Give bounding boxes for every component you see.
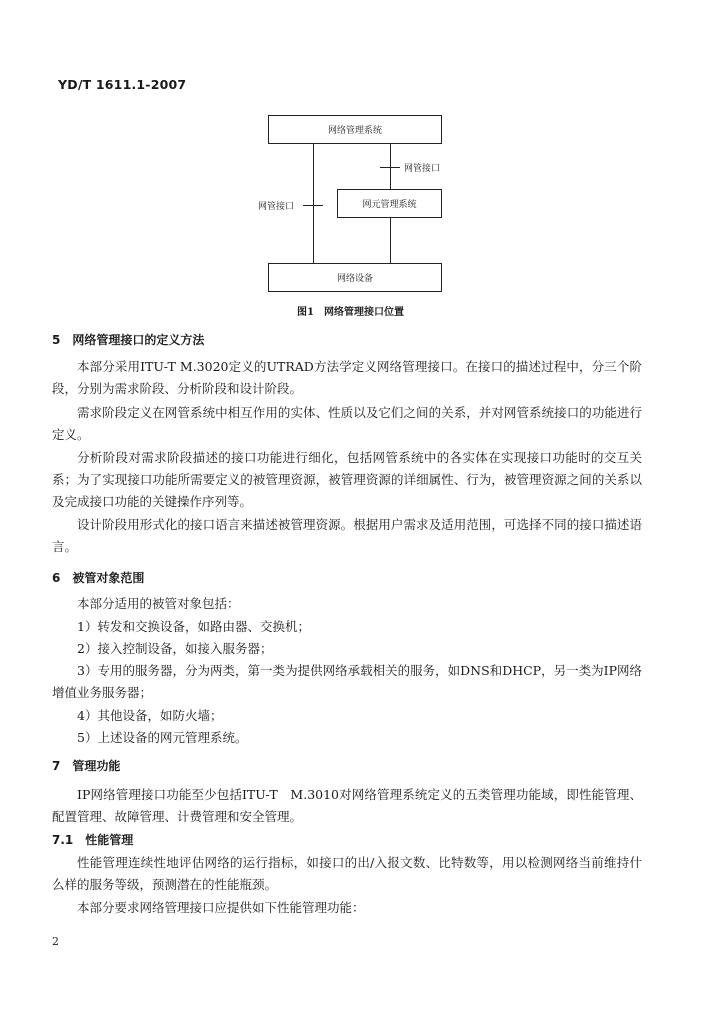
ne-mgmt-box: 网元管理系统 — [337, 189, 442, 218]
section-5-para-3: 分析阶段对需求阶段描述的接口功能进行细化，包括网管系统中的各实体在实现接口功能时的交互关系；为了实现接口功能所需要定义的被管理资源，被管理资源的详细属性、行为，被管理资源之间的关系以及完成接口功能的关键操作序列等。 — [52, 450, 642, 509]
section-6-intro: 本部分适用的被管对象包括： — [77, 596, 240, 611]
section-6-item-3: 3）专用的服务器，分为两类，第一类为提供网络承载相关的服务，如DNS和DHCP，另一类为IP网络增值业务服务器； — [52, 663, 642, 700]
section-6-item-1: 1）转发和交换设备，如路由器、交换机； — [77, 619, 310, 634]
label-nm-interface-left: 网管接口 — [258, 202, 295, 212]
section-6-item-4: 4）其他设备，如防火墙； — [77, 708, 223, 723]
label-nm-interface-right: 网管接口 — [404, 164, 441, 174]
connector-right-lower — [390, 217, 391, 263]
section-7-1-para-1: 性能管理连续性地评估网络的运行指标，如接口的出/入报文数、比特数等，用以检测网络当前维持什么样的服务等级，预测潜在的性能瓶颈。 — [52, 855, 642, 892]
section-5-para-4: 设计阶段用形式化的接口语言来描述被管理资源。根据用户需求及适用范围，可选择不同的接口描述语言。 — [52, 517, 642, 554]
device-box: 网络设备 — [268, 263, 442, 292]
document-number: YD/T 1611.1-2007 — [58, 77, 187, 92]
connector-right-upper — [390, 143, 391, 189]
page-number: 2 — [52, 935, 59, 948]
section-7-para: IP网络管理接口功能至少包括ITU-T M.3010对网络管理系统定义的五类管理功能域，即性能管理、配置管理、故障管理、计费管理和安全管理。 — [52, 787, 642, 824]
figure-caption: 图1 网络管理接口位置 — [297, 307, 404, 318]
nms-box: 网络管理系统 — [268, 115, 442, 144]
section-6-item-2: 2）接入控制设备，如接入服务器； — [77, 641, 273, 656]
section-5-para-1: 本部分采用ITU-T M.3020定义的UTRAD方法学定义网络管理接口。在接口的描述过程中，分三个阶段，分别为需求阶段、分析阶段和设计阶段。 — [52, 359, 642, 396]
section-6-heading: 6 被管对象范围 — [52, 571, 145, 585]
section-5-heading: 5 网络管理接口的定义方法 — [52, 333, 205, 347]
section-5-para-2: 需求阶段定义在网管系统中相互作用的实体、性质以及它们之间的关系，并对网管系统接口的功能进行定义。 — [52, 405, 642, 442]
section-6-item-5: 5）上述设备的网元管理系统。 — [77, 730, 248, 745]
interface-tick-left — [303, 205, 323, 206]
connector-left-vertical — [313, 143, 314, 263]
interface-tick-right — [380, 167, 400, 168]
section-7-heading: 7 管理功能 — [52, 759, 121, 773]
section-7-1-para-2: 本部分要求网络管理接口应提供如下性能管理功能： — [77, 900, 365, 915]
section-7-1-heading: 7.1 性能管理 — [52, 833, 134, 847]
